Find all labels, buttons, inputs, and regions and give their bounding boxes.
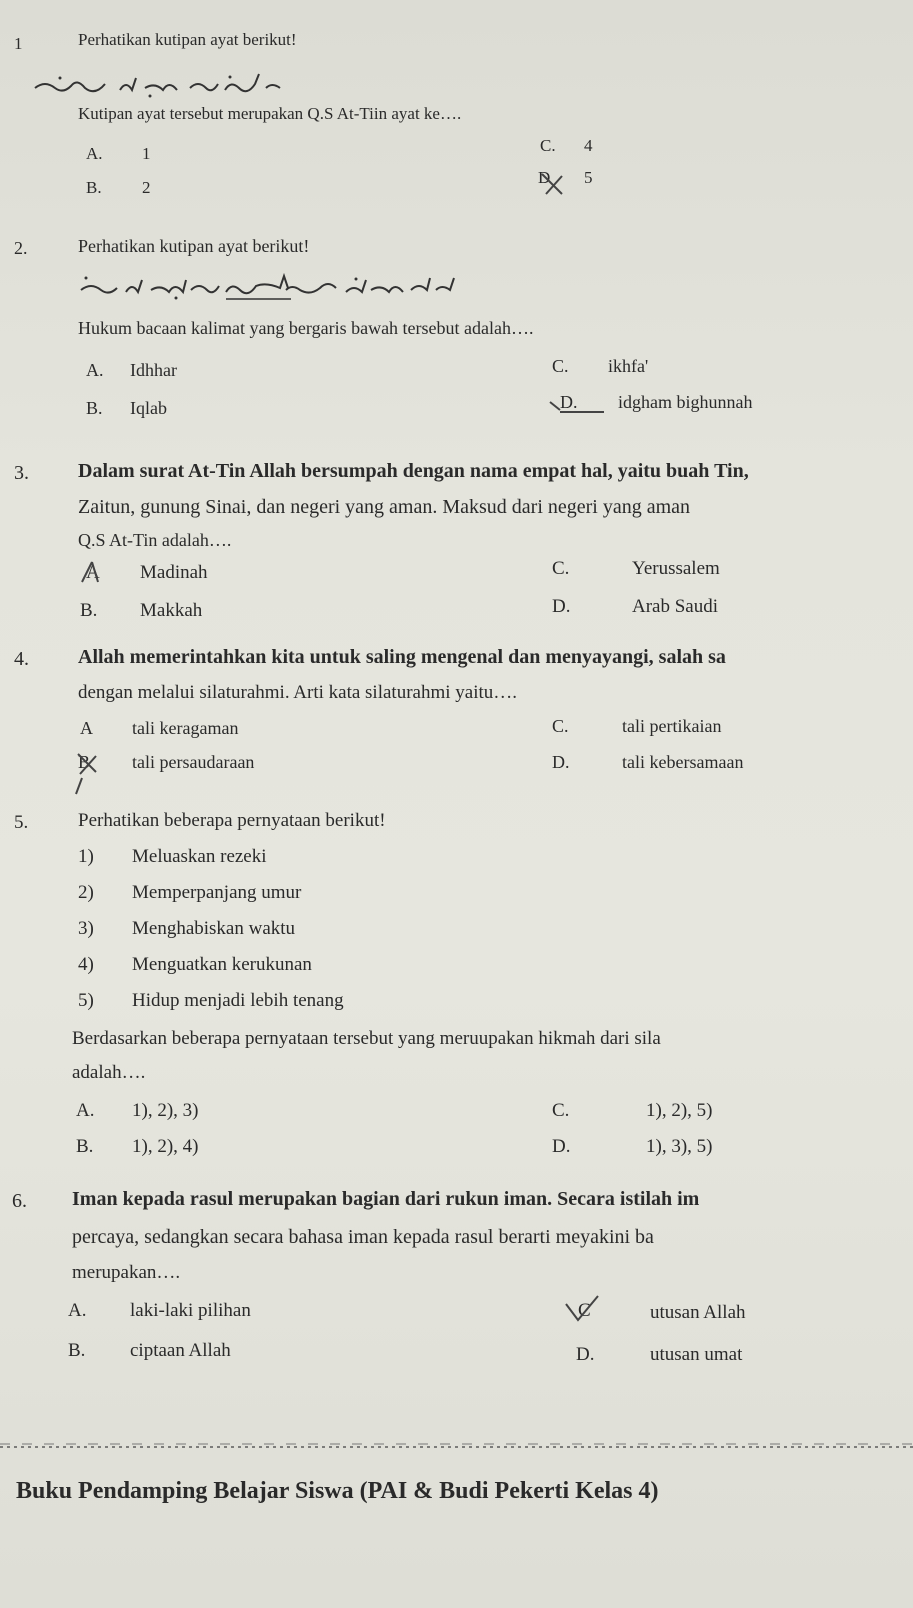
q5-option-c-letter: C. [552, 1100, 570, 1121]
q6-line-2: percaya, sedangkan secara bahasa iman kepada rasul berarti meyakini ba [72, 1226, 654, 1248]
q4-option-d-text: tali kebersamaan [622, 752, 744, 772]
q6-option-a-letter: A. [68, 1300, 87, 1321]
q6-option-c-text: utusan Allah [650, 1302, 746, 1323]
q1-answer-check-mark [538, 170, 568, 198]
q5-statement-number: 2) [78, 882, 94, 903]
q3-option-d-letter: D. [552, 596, 571, 617]
q3-answer-check-mark [78, 560, 108, 586]
q6-option-d-text: utusan umat [650, 1344, 743, 1365]
q5-statement-number: 1) [78, 846, 94, 867]
q2-number: 2. [14, 238, 28, 258]
q1-option-d-letter: D [538, 168, 551, 187]
q4-line-1: Allah memerintahkan kita untuk saling mengenal dan menyayangi, salah sa [78, 646, 726, 668]
q4-option-b-letter: B [78, 752, 91, 772]
q5-option-a-letter: A. [76, 1100, 95, 1121]
q5-prompt: Perhatikan beberapa pernyataan berikut! [78, 810, 386, 831]
q6-line-1: Iman kepada rasul merupakan bagian dari rukun iman. Secara istilah im [72, 1188, 700, 1210]
q2-option-a-text: Idhhar [130, 360, 177, 380]
q3-line-1: Dalam surat At-Tin Allah bersumpah dengan nama empat hal, yaitu buah Tin, [78, 460, 749, 482]
q3-option-b-text: Makkah [140, 600, 203, 621]
q6-option-b-text: ciptaan Allah [130, 1340, 231, 1361]
q6-line-3: merupakan…. [72, 1262, 181, 1283]
q3-option-a-text: Madinah [140, 562, 208, 583]
q3-line-3: Q.S At-Tin adalah…. [78, 530, 232, 550]
q2-stem: Hukum bacaan kalimat yang bergaris bawah tersebut adalah…. [78, 318, 534, 338]
q6-answer-check-mark [562, 1294, 602, 1328]
q4-option-d-letter: D. [552, 752, 570, 772]
q5-statement-text: Menguatkan kerukunan [132, 954, 312, 975]
q5-statement-text: Hidup menjadi lebih tenang [132, 990, 344, 1011]
q5-option-b-text: 1), 2), 4) [132, 1136, 199, 1157]
q4-option-c-letter: C. [552, 716, 569, 736]
q6-option-d-letter: D. [576, 1344, 595, 1365]
q3-option-c-text: Yerussalem [632, 558, 720, 579]
q3-number: 3. [14, 462, 29, 484]
q4-option-a-letter: A [80, 718, 93, 738]
q4-option-a-text: tali keragaman [132, 718, 239, 738]
q3-option-c-letter: C. [552, 558, 570, 579]
q6-option-c-letter: C [578, 1300, 591, 1321]
q2-option-a-letter: A. [86, 360, 104, 380]
q5-statement-number: 4) [78, 954, 94, 975]
q1-option-c-letter: C. [540, 136, 556, 155]
q6-option-b-letter: B. [68, 1340, 86, 1361]
q1-option-c-text: 4 [584, 136, 593, 155]
q2-option-c-text: ikhfa' [608, 356, 649, 376]
q1-option-b-text: 2 [142, 178, 151, 197]
q2-option-b-text: Iqlab [130, 398, 167, 418]
q3-option-d-text: Arab Saudi [632, 596, 719, 617]
decorative-divider [0, 1440, 913, 1454]
q5-statement-text: Memperpanjang umur [132, 882, 302, 903]
q1-number: 1 [14, 34, 23, 53]
q1-stem: Kutipan ayat tersebut merupakan Q.S At-Tiin ayat ke…. [78, 104, 462, 123]
footer-book-title: Buku Pendamping Belajar Siswa (PAI & Budi Pekerti Kelas 4) [16, 1478, 659, 1504]
q5-option-d-letter: D. [552, 1136, 571, 1157]
q1-option-b-letter: B. [86, 178, 102, 197]
q3-option-a-letter: A [86, 562, 100, 583]
q5-option-b-letter: B. [76, 1136, 94, 1157]
q2-option-c-letter: C. [552, 356, 569, 376]
q1-option-a-text: 1 [142, 144, 151, 163]
q4-number: 4. [14, 648, 29, 670]
q3-line-2: Zaitun, gunung Sinai, dan negeri yang aman. Maksud dari negeri yang aman [78, 496, 691, 518]
q1-arabic-verse-image [30, 70, 290, 100]
q5-statement-number: 3) [78, 918, 94, 939]
q5-statement-number: 5) [78, 990, 94, 1011]
q4-option-c-text: tali pertikaian [622, 716, 722, 736]
q2-prompt: Perhatikan kutipan ayat berikut! [78, 236, 310, 256]
q1-option-a-letter: A. [86, 144, 103, 163]
q5-statement-text: Meluaskan rezeki [132, 846, 267, 867]
q5-stem-line-2: adalah…. [72, 1062, 146, 1083]
q4-line-2: dengan melalui silaturahmi. Arti kata silaturahmi yaitu…. [78, 682, 518, 703]
q4-option-b-text: tali persaudaraan [132, 752, 255, 772]
q6-number: 6. [12, 1190, 27, 1212]
q2-option-b-letter: B. [86, 398, 103, 418]
q3-option-b-letter: B. [80, 600, 98, 621]
q5-statement-text: Menghabiskan waktu [132, 918, 296, 939]
q1-option-d-text: 5 [584, 168, 593, 187]
q2-arabic-verse-image [76, 272, 466, 302]
q1-prompt: Perhatikan kutipan ayat berikut! [78, 30, 297, 49]
q2-option-d-text: idgham bighunnah [618, 392, 753, 412]
q5-option-c-text: 1), 2), 5) [646, 1100, 713, 1121]
q6-option-a-text: laki-laki pilihan [130, 1300, 251, 1321]
q2-answer-check-mark [546, 396, 606, 416]
q2-option-d-letter: D. [560, 392, 578, 412]
q5-option-d-text: 1), 3), 5) [646, 1136, 713, 1157]
q5-option-a-text: 1), 2), 3) [132, 1100, 199, 1121]
q4-answer-check-mark [72, 750, 106, 796]
q5-number: 5. [14, 812, 29, 833]
q5-stem-line-1: Berdasarkan beberapa pernyataan tersebut yang meruupakan hikmah dari sila [72, 1028, 661, 1049]
